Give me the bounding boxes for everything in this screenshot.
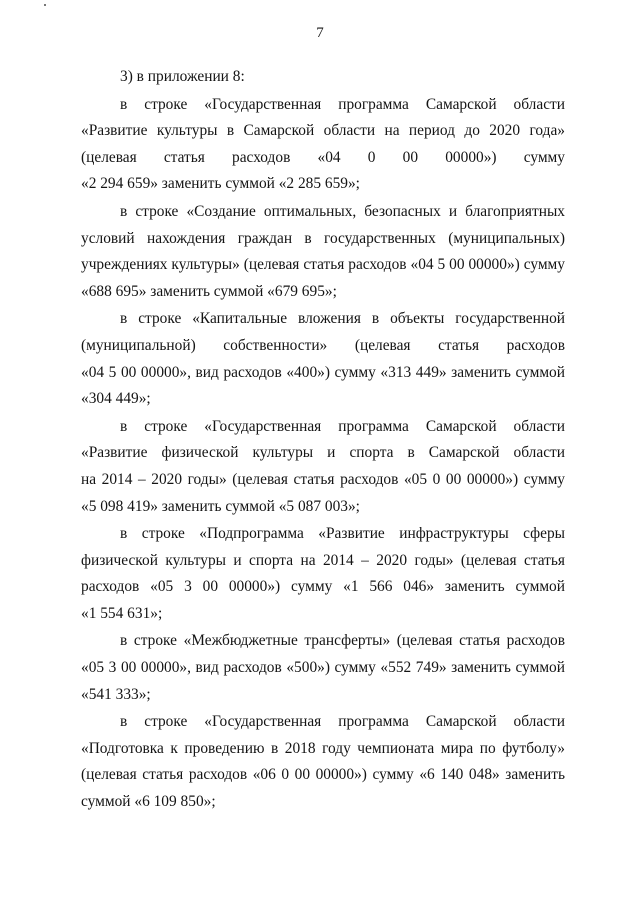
paragraph-line: в строке «Государственная программа Самарской области xyxy=(120,417,565,435)
paragraph-line: на 2014 – 2020 годы» (целевая статья расходов «05 0 00 00000») сумму xyxy=(81,470,565,488)
paragraph-line: «05 3 00 00000», вид расходов «500») сумму «552 749» заменить суммой xyxy=(81,659,565,677)
paragraph-line: «5 098 419» заменить суммой «5 087 003»; xyxy=(81,497,360,515)
paragraph-line: «688 695» заменить суммой «679 695»; xyxy=(81,282,337,300)
paragraph-line: расходов «05 3 00 00000») сумму «1 566 046» заменить суммой xyxy=(81,578,565,596)
paragraph-line: в строке «Капитальные вложения в объекты государственной xyxy=(120,310,565,328)
paragraph-line: «Развитие культуры в Самарской области на период до 2020 года» xyxy=(81,122,565,140)
paragraph-line: «Подготовка к проведению в 2018 году чемпионата мира по футболу» xyxy=(81,739,565,757)
paragraph-line: (целевая статья расходов «06 0 00 00000») сумму «6 140 048» заменить xyxy=(81,766,565,784)
paragraph-line: суммой «6 109 850»; xyxy=(81,793,216,811)
paragraph-sport-program xyxy=(81,414,565,520)
paragraph-world-cup-program xyxy=(81,709,565,815)
paragraph-line: «2 294 659» заменить суммой «2 285 659»; xyxy=(81,175,360,193)
paragraph-line: физической культуры и спорта на 2014 – 2020 годы» (целевая статья xyxy=(81,551,565,569)
paragraph-line: в строке «Государственная программа Самарской области xyxy=(120,713,565,731)
paragraph-line: «Развитие физической культуры и спорта в Самарской области xyxy=(81,444,565,462)
paragraph-line: в строке «Подпрограмма «Развитие инфраструктуры сферы xyxy=(120,525,565,543)
paragraph-sport-infrastructure xyxy=(81,521,565,627)
page-number: 7 xyxy=(316,25,324,41)
paragraph-line: 3) в приложении 8: xyxy=(120,68,245,85)
paragraph-culture-institutions xyxy=(81,199,565,305)
paragraph-line: (целевая статья расходов «04 0 00 00000») сумму xyxy=(81,148,565,166)
paragraph-line: в строке «Создание оптимальных, безопасных и благоприятных xyxy=(120,202,565,220)
paragraph-line: «541 333»; xyxy=(81,685,151,703)
paragraph-line: «04 5 00 00000», вид расходов «400») сумму «313 449» заменить суммой xyxy=(81,363,565,381)
scan-speck xyxy=(44,4,46,6)
document-body xyxy=(81,64,565,816)
paragraph-line: в строке «Государственная программа Самарской области xyxy=(120,95,565,113)
paragraph-culture-program xyxy=(81,92,565,198)
paragraph-capital-investments xyxy=(81,306,565,412)
paragraph-line: (муниципальной) собственности» (целевая статья расходов xyxy=(81,336,565,354)
paragraph-line: «1 554 631»; xyxy=(81,604,163,622)
paragraph-appendix-8 xyxy=(81,64,565,91)
paragraph-line: учреждениях культуры» (целевая статья расходов «04 5 00 00000») сумму xyxy=(81,256,565,274)
paragraph-line: в строке «Межбюджетные трансферты» (целевая статья расходов xyxy=(120,632,565,650)
paragraph-line: «304 449»; xyxy=(81,390,151,408)
paragraph-line: условий нахождения граждан в государственных (муниципальных) xyxy=(81,229,565,247)
paragraph-interbudget-transfers xyxy=(81,628,565,708)
